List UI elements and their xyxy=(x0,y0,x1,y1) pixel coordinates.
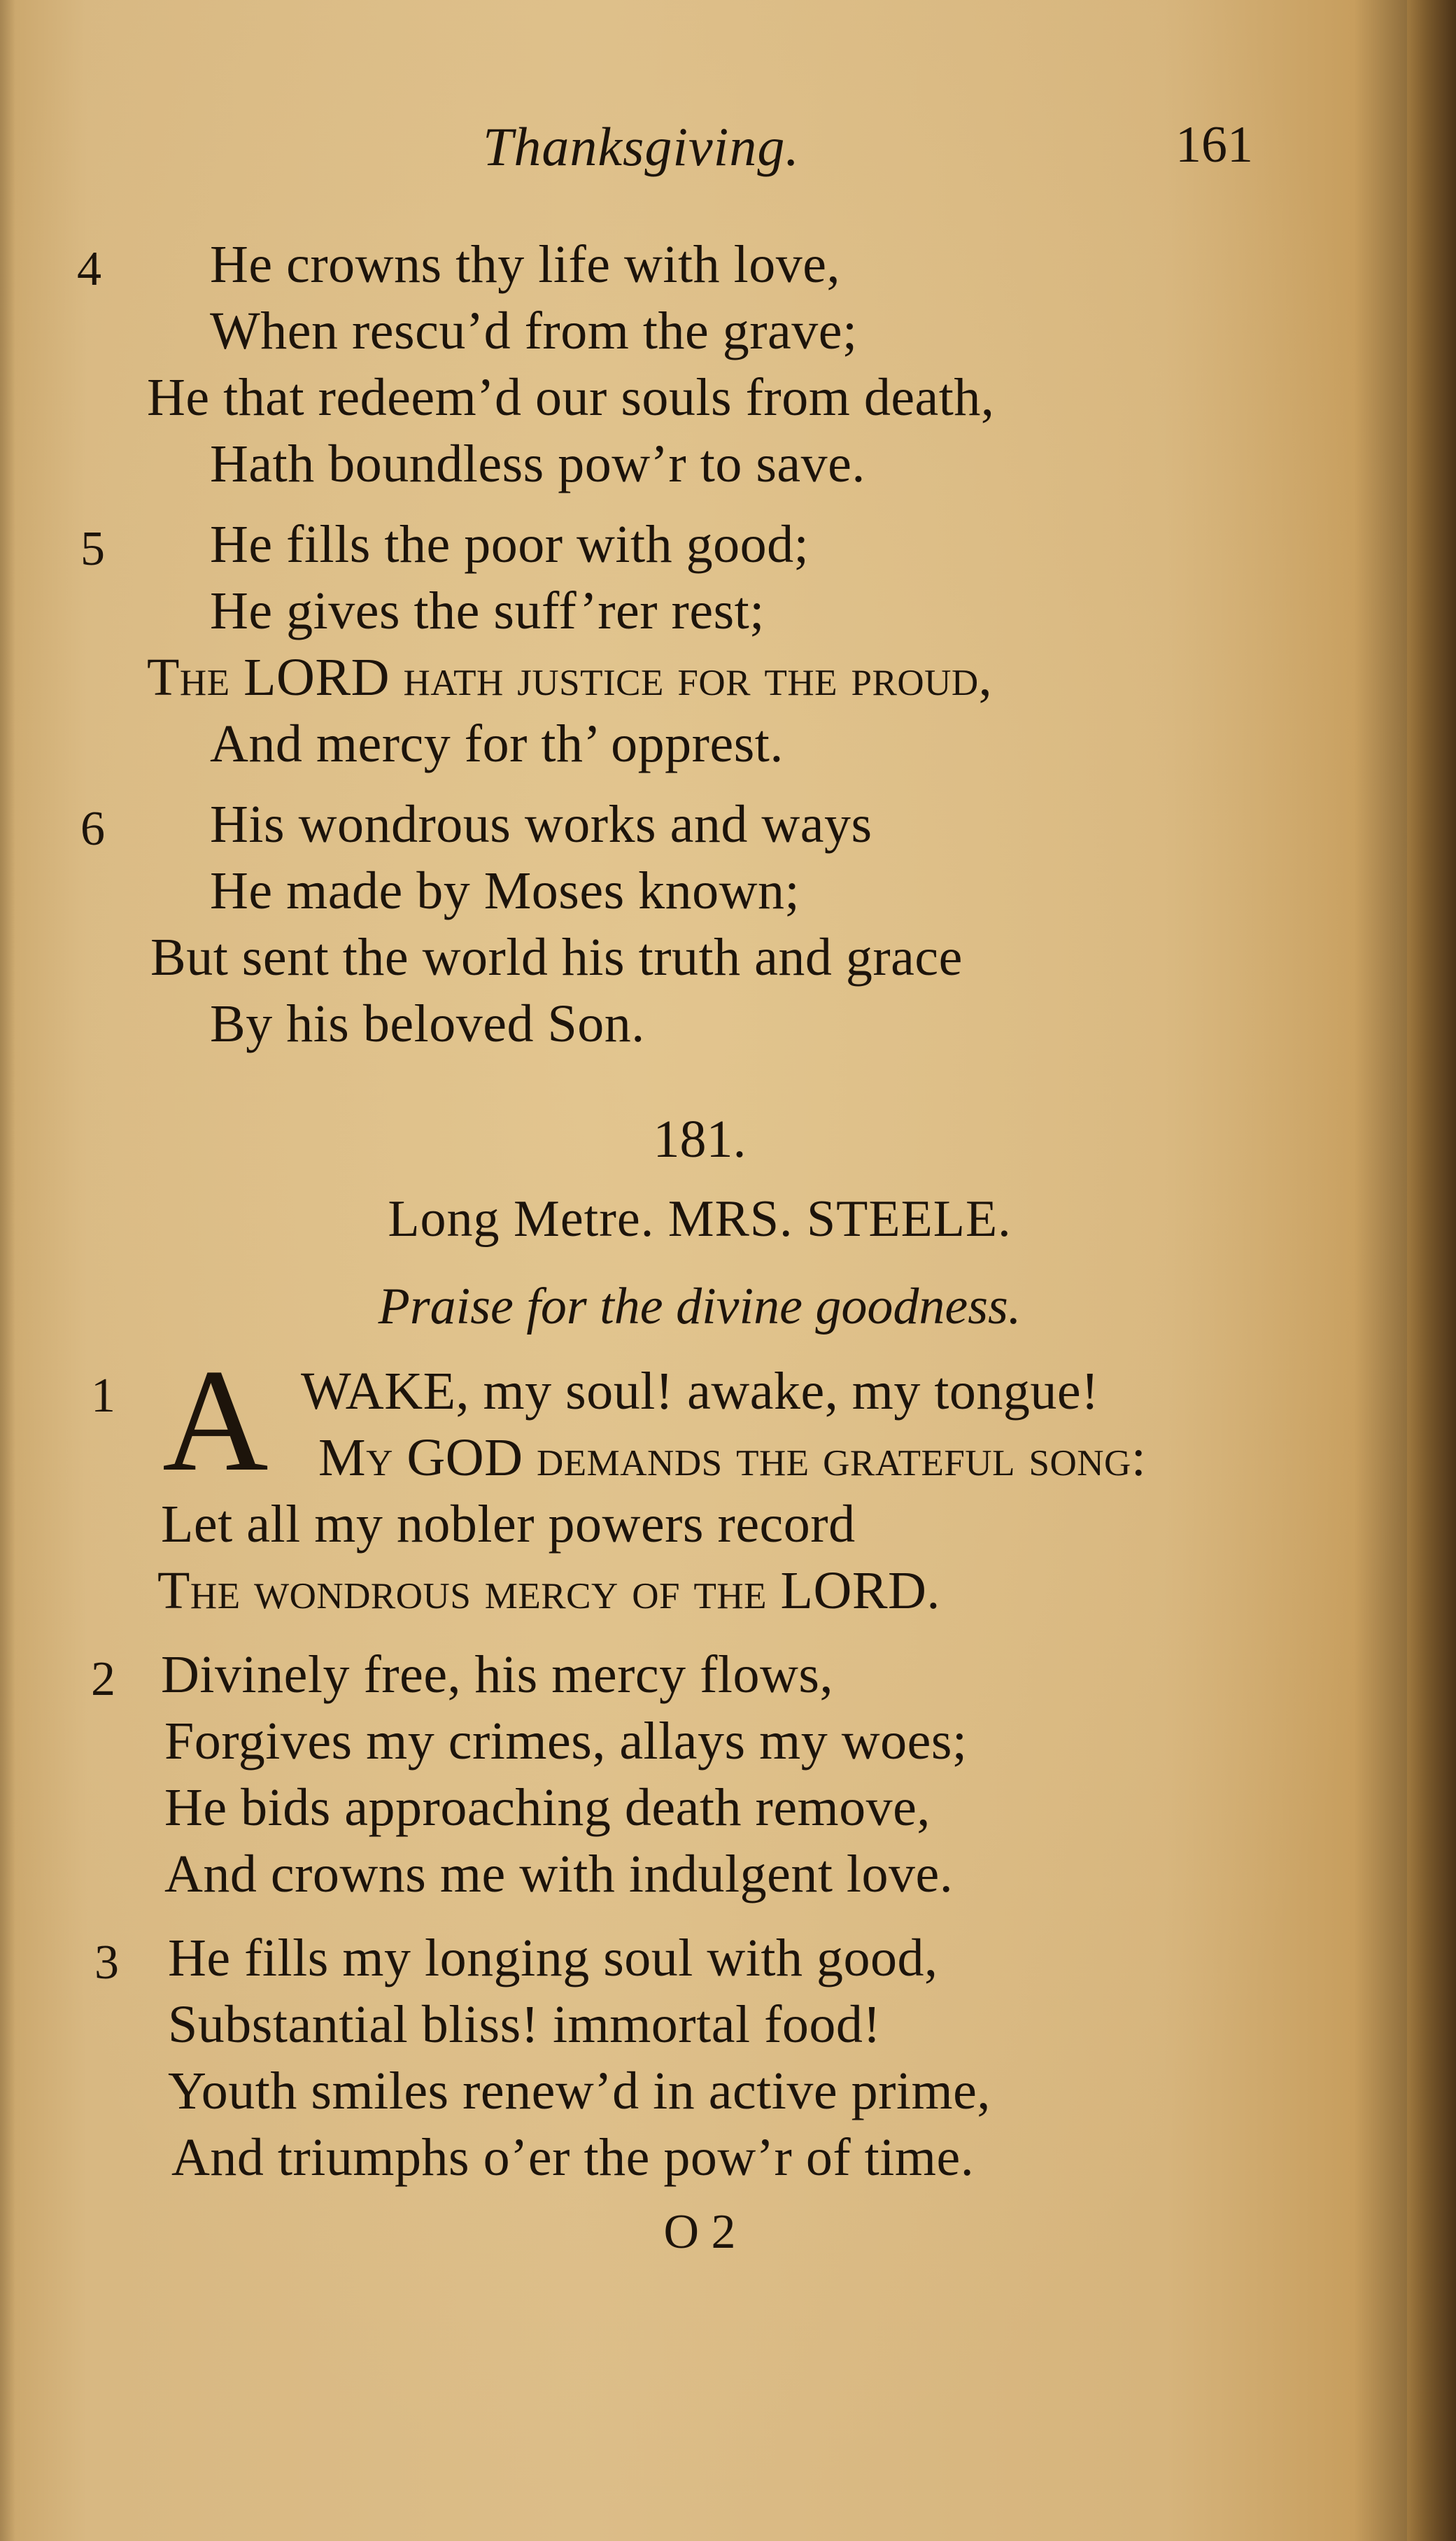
stanza-number: 3 xyxy=(94,1936,119,1990)
verse-line: His wondrous works and ways xyxy=(210,795,872,854)
page-right-edge xyxy=(1407,0,1456,2541)
stanza-number: 5 xyxy=(80,522,105,576)
verse-line: WAKE, my soul! awake, my tongue! xyxy=(301,1362,1099,1421)
verse-line: The LORD hath justice for the proud, xyxy=(147,648,993,707)
verse-line: Hath boundless pow’r to save. xyxy=(210,435,865,493)
verse-line: And mercy for th’ opprest. xyxy=(210,715,784,773)
stanza-number: 2 xyxy=(91,1652,115,1706)
hymn-meter-author: Long Metre. MRS. STEELE. xyxy=(388,1190,1012,1248)
verse-line: He fills my longing soul with good, xyxy=(168,1929,938,1987)
verse-line: When rescu’d from the grave; xyxy=(210,302,858,360)
verse-line: Youth smiles renew’d in active prime, xyxy=(168,2062,991,2120)
stanza-number: 6 xyxy=(80,802,105,856)
verse-line: By his beloved Son. xyxy=(210,994,645,1053)
stanza-number: 1 xyxy=(91,1369,115,1423)
page-number: 161 xyxy=(1175,116,1253,174)
verse-line: Substantial bliss! immortal food! xyxy=(168,1995,882,2054)
verse-line: And triumphs o’er the pow’r of time. xyxy=(171,2128,975,2187)
verse-line: He bids approaching death remove, xyxy=(164,1778,931,1837)
verse-line: He fills the poor with good; xyxy=(210,515,810,574)
verse-line: He gives the suff’rer rest; xyxy=(210,582,765,640)
verse-line: He that redeem’d our souls from death, xyxy=(147,368,995,427)
stanza-number: 4 xyxy=(77,242,101,296)
verse-line: Divinely free, his mercy flows, xyxy=(161,1645,834,1704)
hymn-subject: Praise for the divine goodness. xyxy=(378,1278,1022,1335)
running-header xyxy=(0,115,1371,199)
verse-line: Forgives my crimes, allays my woes; xyxy=(164,1712,968,1771)
verse-line: He made by Moses known; xyxy=(210,861,800,920)
verse-line: Let all my nobler powers record xyxy=(161,1495,856,1554)
verse-line: The wondrous mercy of the LORD. xyxy=(157,1561,940,1620)
verse-line: And crowns me with indulgent love. xyxy=(164,1845,954,1903)
page-left-edge xyxy=(0,0,15,2541)
running-title: Thanksgiving. xyxy=(483,116,800,177)
verse-line: He crowns thy life with love, xyxy=(210,235,840,294)
hymn-number: 181. xyxy=(653,1110,747,1169)
signature-mark: O 2 xyxy=(663,2205,736,2259)
drop-cap: A xyxy=(162,1339,269,1502)
verse-line: But sent the world his truth and grace xyxy=(150,928,963,987)
verse-line: My GOD demands the grateful song: xyxy=(318,1428,1147,1487)
